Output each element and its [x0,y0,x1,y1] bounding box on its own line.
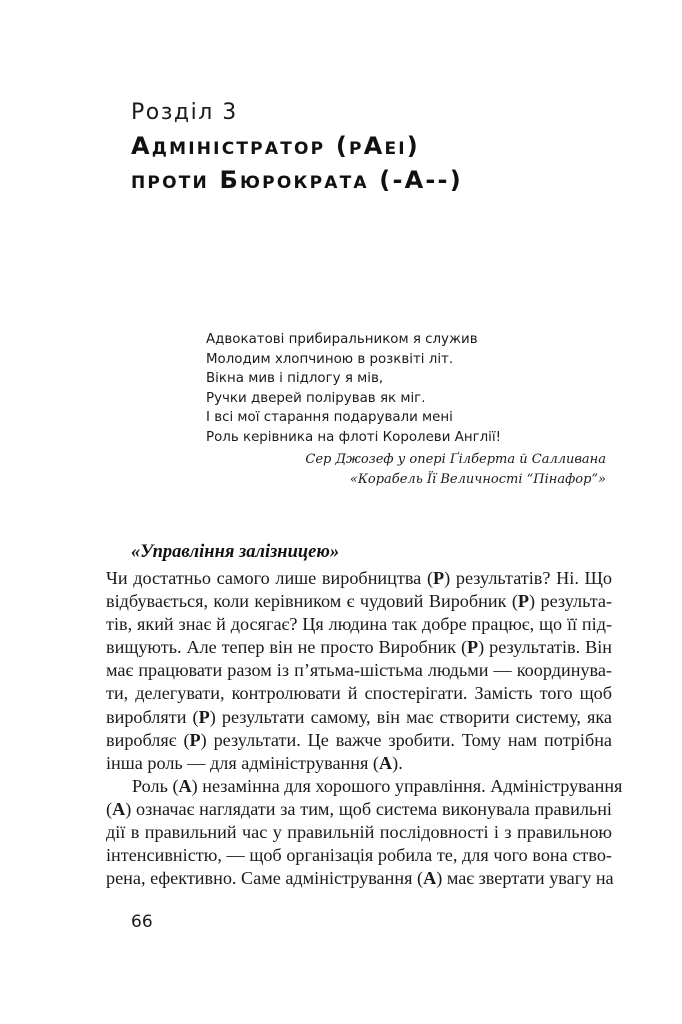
body-line: рена, ефективно. Саме адміністрування (A) має звертати увагу на [106,868,614,889]
body-line: виробляти (P) результати самому, він має створити систему, яка [106,706,612,727]
body-line: (A) означає наглядати за тим, щоб система виконувала правильні [106,798,612,819]
body-line: Чи достатньо самого лише виробництва (P) результатів? Ні. Що [106,568,612,588]
epigraph-line: Ручки дверей полірував як міг. [206,390,426,406]
body-line: інша роль — для адміністрування (A). [106,752,403,773]
body-line: ти, делегувати, контролювати й спостерігати. Замість того щоб [106,683,612,704]
chapter-title-line-1: Адміністратор (pAei) [131,132,420,160]
epigraph-line: Роль керівника на флоті Королеви Англії! [206,429,501,445]
epigraph-line: Вікна мив і підлогу я мів, [206,371,384,386]
body-text [106,567,623,890]
body-line: має працювати разом із п’ятьма-шістьма людьми — координува- [106,660,612,681]
epigraph-line: Молодим хлопчиною в розквіті літ. [206,351,454,367]
body-line: Роль (A) незамінна для хорошого управління. Адміністрування [132,775,623,796]
epigraph-line: Адвокатові прибиральником я служив [206,332,478,347]
body-line: інтенсивністю, — щоб організація робила те, для чого вона ство- [106,845,612,866]
body-line: тів, який знає й досягає? Ця людина так добре працює, що її під- [106,614,612,635]
chapter-title-line-2: проти Бюрократа (-A--) [131,166,463,194]
attribution-line: «Корабель Її Величності “Пінафор”» [349,471,606,487]
chapter-label: Розділ 3 [131,100,238,125]
page-number: 66 [131,912,153,932]
body-line: вищують. Але тепер він не просто Виробник (P) результатів. Він [106,637,612,658]
section-heading: «Управління залізницею» [131,542,340,562]
attribution-line: Сер Джозеф у опері Ґілберта й Салливана [305,452,606,467]
epigraph-line: І всі мої старання подарували мені [206,410,453,425]
body-line: виробляє (P) результати. Це важче зробити. Тому нам потрібна [106,729,613,750]
epigraph-attribution [206,450,606,489]
body-line: відбувається, коли керівником є чудовий Виробник (P) результа- [106,591,612,612]
body-line: дії в правильний час у правильній послідовності і з правильною [106,822,612,843]
epigraph [206,330,501,447]
